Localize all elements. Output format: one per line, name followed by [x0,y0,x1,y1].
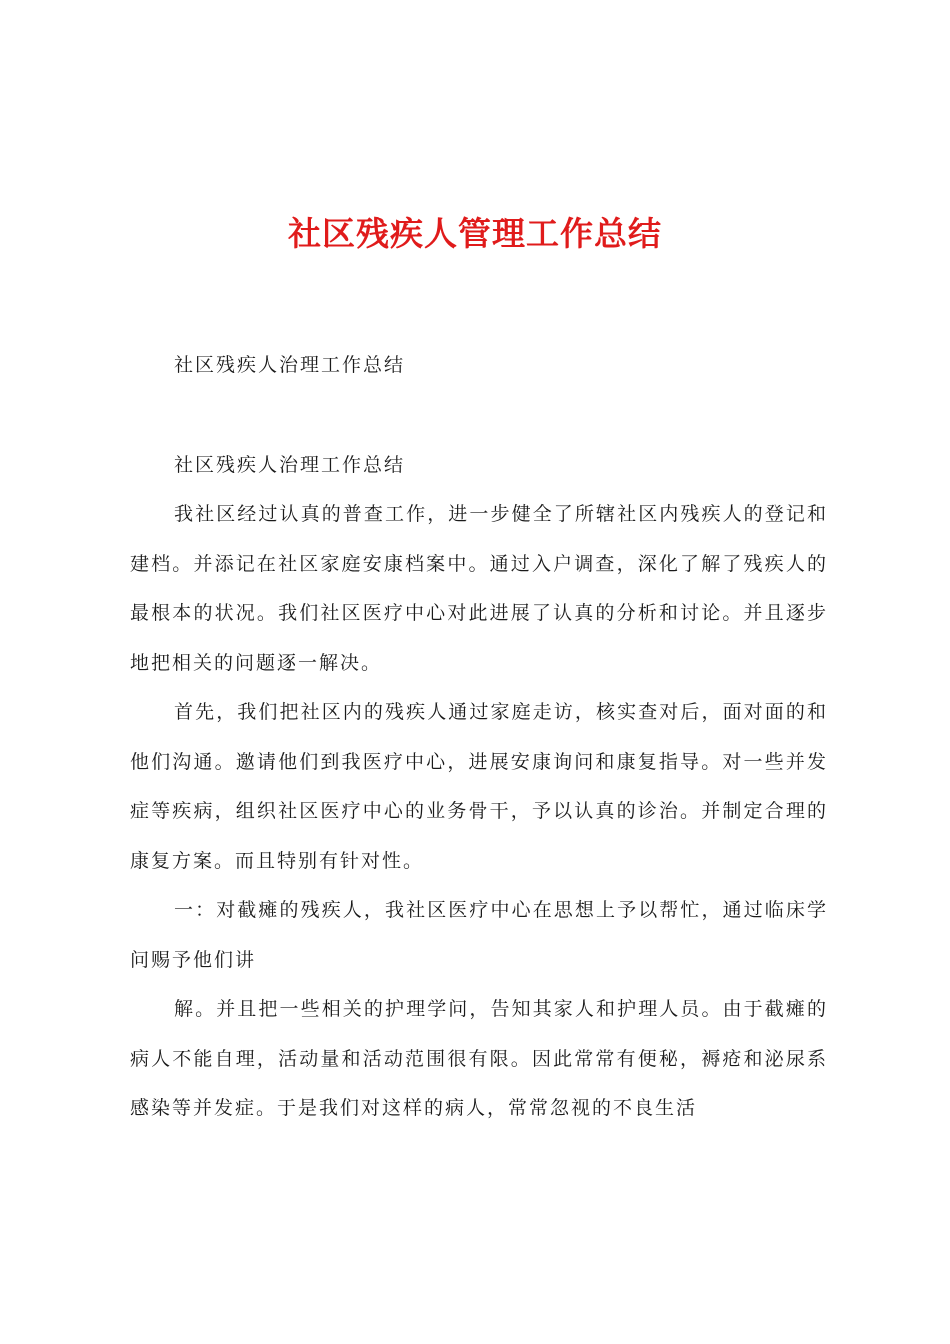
paragraph-3: 一：对截瘫的残疾人，我社区医疗中心在思想上予以帮忙，通过临床学问赐予他们讲 [130,899,828,971]
document-title: 社区残疾人管理工作总结 [288,214,662,253]
document-body [130,490,828,1134]
section-heading: 社区残疾人治理工作总结 [174,454,406,476]
document-subtitle: 社区残疾人治理工作总结 [174,354,406,376]
paragraph-1: 我社区经过认真的普查工作，进一步健全了所辖社区内残疾人的登记和建档。并添记在社区家庭安康档案中。通过入户调查，深化了解了残疾人的最根本的状况。我们社区医疗中心对此进展了认真的分析和讨论。并且逐步地把相关的问题逐一解决。 [130,503,828,674]
paragraph-2: 首先，我们把社区内的残疾人通过家庭走访，核实查对后，面对面的和他们沟通。邀请他们到我医疗中心，进展安康询问和康复指导。对一些并发症等疾病，组织社区医疗中心的业务骨干，予以认真的诊治。并制定合理的康复方案。而且特别有针对性。 [130,701,828,872]
paragraph-4: 解。并且把一些相关的护理学问，告知其家人和护理人员。由于截瘫的病人不能自理，活动量和活动范围很有限。因此常常有便秘，褥疮和泌尿系感染等并发症。于是我们对这样的病人，常常忽视的不良生活 [130,998,828,1119]
